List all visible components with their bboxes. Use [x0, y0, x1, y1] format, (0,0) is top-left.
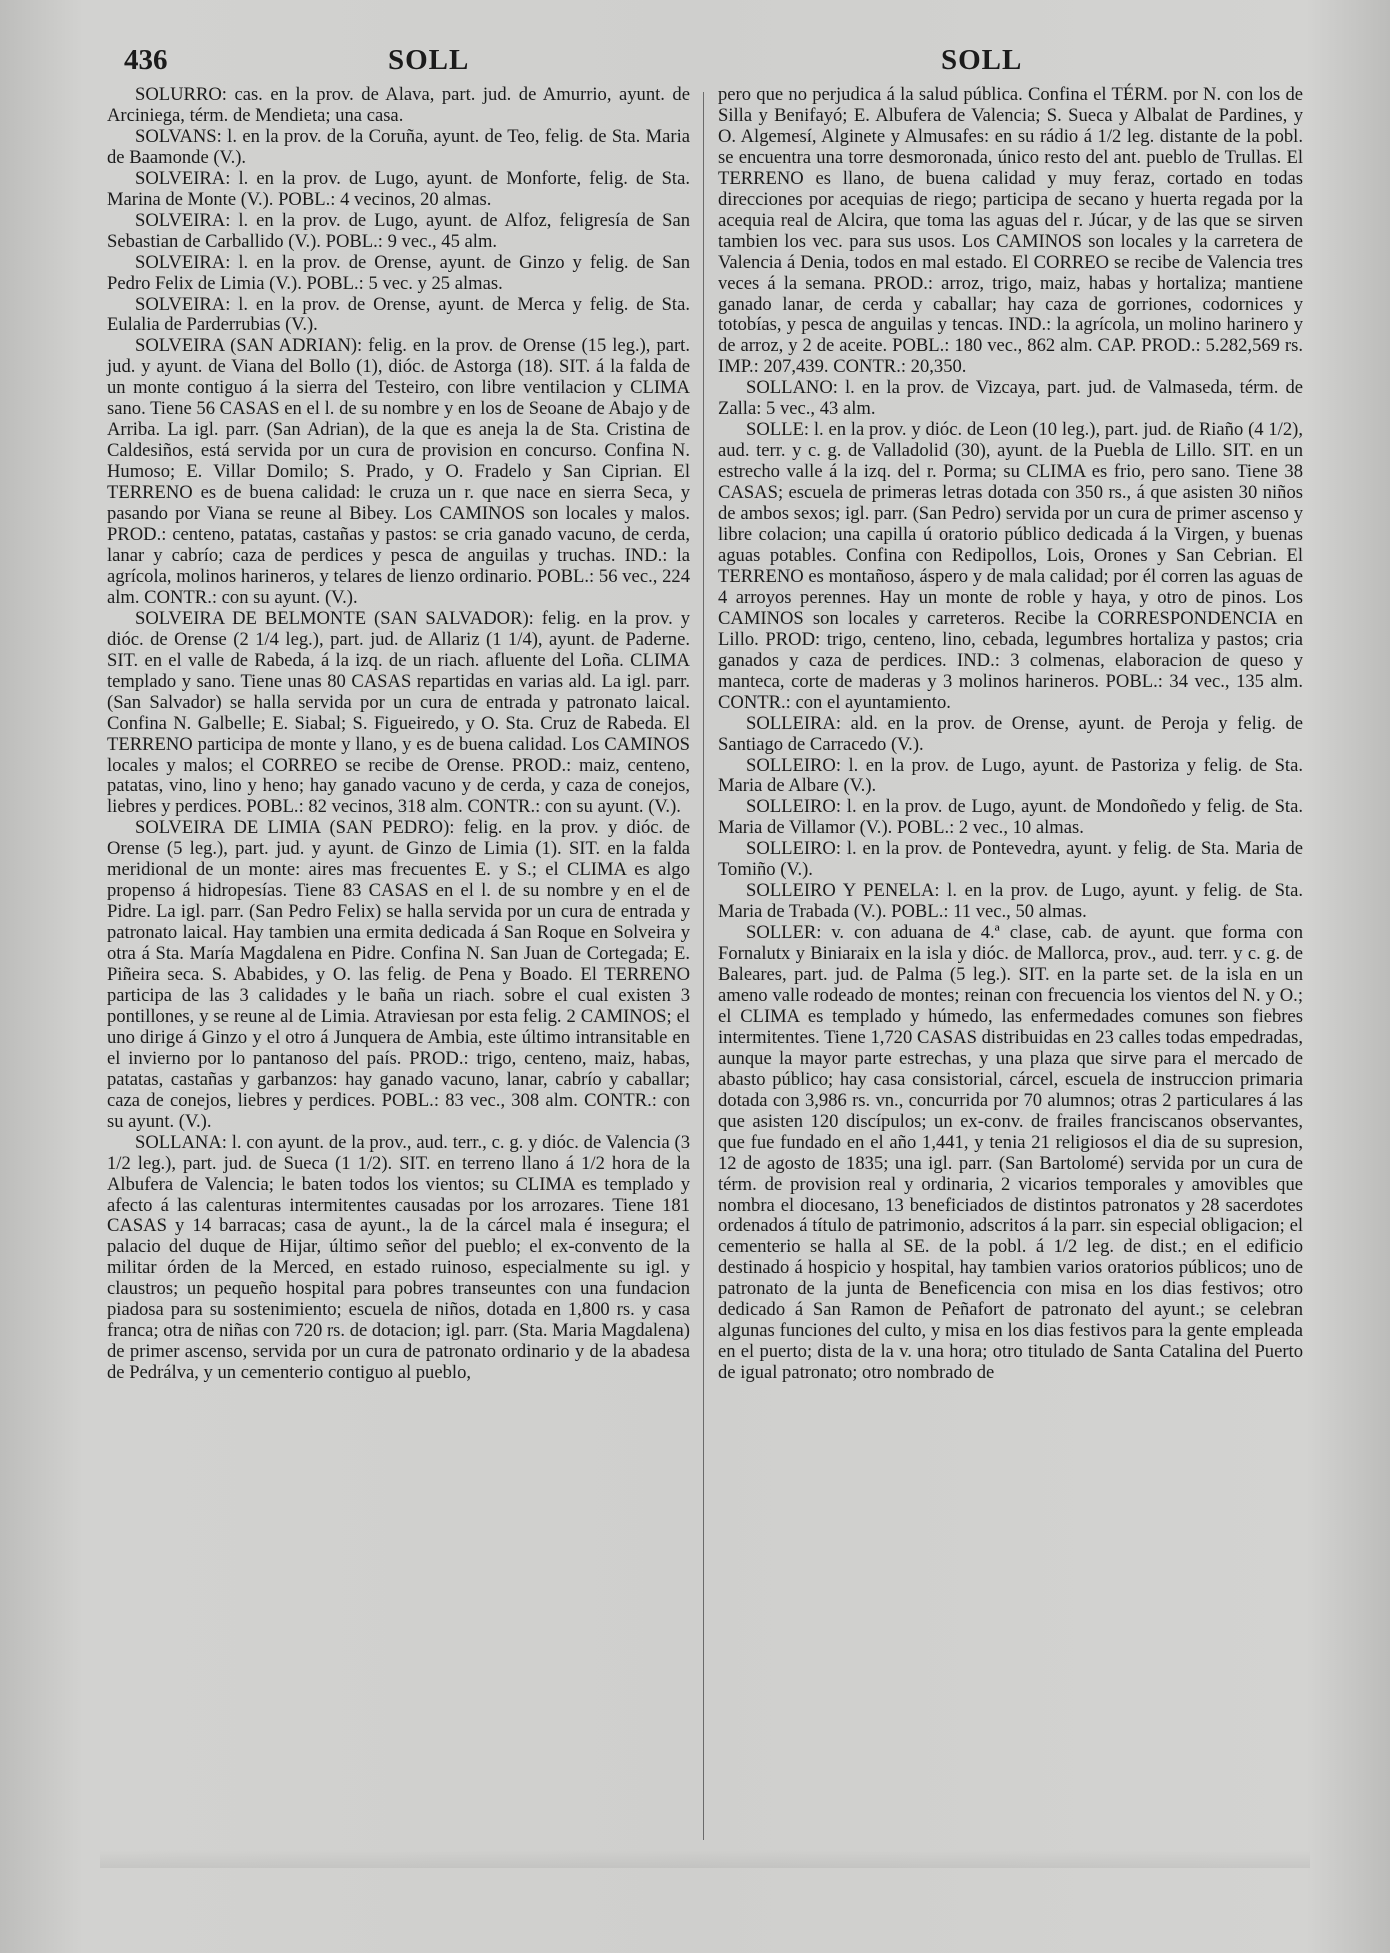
page-number: 436: [124, 44, 168, 76]
entry-solveira-san-adrian: SOLVEIRA (SAN ADRIAN): felig. en la prov. de Orense (15 leg.), part. jud. y ayunt. de Viana del Bollo (1), dióc. de Astorga (18). SIT. á la falda de un monte contiguo á la sierra del Testeiro, con libre ventilacion y CLIMA sano. Tiene 56 CASAS en el l. de su nombre y en los de Seoane de Abajo y de Arriba. La igl. parr. (San Adrian), de la que es aneja la de Sta. Cristina de Caldesiños, está servida por un cura de provision en concurso. Confina N. Humoso; E. Villar Domilo; S. Prado, y O. Fradelo y San Ciprian. El TERRENO es de buena calidad: le cruza un r. que nace en sierra Seca, y pasando por Viana se reune al Bibey. Los CAMINOS son locales y malos. PROD.: centeno, patatas, castañas y pastos: se cria ganado vacuno, de cerda, lanar y cabrío; caza de perdices y pesca de anguilas y truchas. IND.: la agrícola, molinos harineros, y telares de lienzo ordinario. POBL.: 56 vec., 224 alm. CONTR.: con su ayunt. (V.).: [107, 335, 690, 608]
entry-solvans: SOLVANS: l. en la prov. de la Coruña, ayunt. de Teo, felig. de Sta. Maria de Baamonde (V.).: [107, 125, 690, 168]
running-header: [0, 44, 1390, 80]
right-running-title: SOLL: [941, 44, 1023, 76]
right-column: [718, 85, 1303, 1384]
entry-solleira: SOLLEIRA: ald. en la prov. de Orense, ayunt. de Peroja y felig. de Santiago de Carracedo (V.).: [718, 712, 1303, 755]
entry-solveira-de-limia: SOLVEIRA DE LIMIA (SAN PEDRO): felig. en la prov. y dióc. de Orense (5 leg.), part. jud. y ayunt. de Ginzo de Limia (1). SIT. en la falda meridional de un monte: aires mas frecuentes E. y S.; el CLIMA es algo propenso á hidropesías. Tiene 83 CASAS en el l. de su nombre y en el de Pidre. La igl. parr. (San Pedro Felix) se halla servida por un cura de entrada y patronato laical. Hay tambien una ermita dedicada á San Roque en Solveira y otra á Sta. María Magdalena en Pidre. Confina N. San Juan de Cortegada; E. Piñeira seca. S. Ababides, y O. las felig. de Pena y Boado. El TERRENO participa de las 3 calidades y le baña un riach. sobre el cual existen 3 pontillones, y se reune al de Limia. Atraviesan por esta felig. 2 CAMINOS; el uno dirige á Ginzo y el otro á Junquera de Ambia, este último intransitable en el invierno por lo pantanoso del país. PROD.: trigo, centeno, maiz, habas, patatas, castañas y garbanzos: hay ganado vacuno, lanar, cabrío y caballar; caza de conejos, liebres y perdices. POBL.: 83 vec., 308 alm. CONTR.: con su ayunt. (V.).: [107, 817, 690, 1132]
entry-solveira-ginzo: SOLVEIRA: l. en la prov. de Orense, ayunt. de Ginzo y felig. de San Pedro Felix de Limia (V.). POBL.: 5 vec. y 25 almas.: [107, 251, 690, 294]
entry-soller: SOLLER: v. con aduana de 4.ª clase, cab. de ayunt. que forma con Fornalutx y Biniaraix en la isla y dióc. de Mallorca, prov., aud. terr. y c. g. de Baleares, part. jud. de Palma (5 leg.). SIT. en la parte set. de la isla en un ameno valle rodeado de montes; reinan con frecuencia los vientos del N. y O.; el CLIMA es templado y húmedo, las enfermedades comunes son fiebres intermitentes. Tiene 1,720 CASAS distribuidas en 23 calles todas empedradas, aunque la mayor parte estrechas, y una plaza que sirve para el mercado de abasto público; hay casa consistorial, cárcel, escuela de instruccion primaria dotada con 3,986 rs. vn., concurrida por 70 alumnos; otras 2 particulares á las que asisten 120 discípulos; un ex-conv. de frailes franciscanos observantes, que fue fundado en el año 1,441, y tenia 21 religiosos el dia de su supresion, 12 de agosto de 1835; una igl. parr. (San Bartolomé) servida por un cura de térm. de provision real y ordinaria, 2 vicarios temporales y amovibles que nombra el diocesano, 13 beneficiados de distintos patronatos y 28 sacerdotes ordenados á título de patrimonio, adscritos á la parr. sin especial obligacion; el cementerio se halla al SE. de la pobl. á 1/2 leg. de dist.; en el edificio destinado á hospicio y hospital, hay tambien varios oratorios públicos; uno de patronato de la junta de Beneficencia con misa en los dias festivos; otro dedicado á San Ramon de Peñafort de patronato del ayunt.; se celebran algunas funciones del culto, y misa en los dias festivos para la gente empleada en el puerto; dista de la v. una hora; otro titulado de Santa Catalina del Puerto de igual patronato; otro nombrado de: [718, 922, 1303, 1384]
entry-solveira-de-belmonte: SOLVEIRA DE BELMONTE (SAN SALVADOR): felig. en la prov. y dióc. de Orense (2 1/4 leg.), part. jud. de Allariz (1 1/4), ayunt. de Paderne. SIT. en el valle de Rabeda, á la izq. de un riach. afluente del Loña. CLIMA templado y sano. Tiene unas 80 CASAS repartidas en varias ald. La igl. parr. (San Salvador) se halla servida por un cura de entrada y patronato laical. Confina N. Galbelle; E. Siabal; S. Figueiredo, y O. Sta. Cruz de Rabeda. El TERRENO participa de monte y llano, y es de buena calidad. Los CAMINOS locales y malos; el CORREO se recibe de Orense. PROD.: maiz, centeno, patatas, vino, lino y heno; hay ganado vacuno y de cerda, y caza de conejos, liebres y perdices. POBL.: 82 vecinos, 318 alm. CONTR.: con su ayunt. (V.).: [107, 607, 690, 818]
page-bottom-shadow: [100, 1850, 1310, 1868]
entry-solleiro-pastoriza: SOLLEIRO: l. en la prov. de Lugo, ayunt. de Pastoriza y felig. de Sta. Maria de Albare (V.).: [718, 754, 1303, 797]
entry-solle: SOLLE: l. en la prov. y dióc. de Leon (10 leg.), part. jud. de Riaño (4 1/2), aud. terr. y c. g. de Valladolid (30), ayunt. de la Puebla de Lillo. SIT. en un estrecho valle á la izq. del r. Porma; su CLIMA es frio, pero sano. Tiene 38 CASAS; escuela de primeras letras dotada con 350 rs., á que asisten 30 niños de ambos sexos; igl. parr. (San Pedro) servida por un cura de primer ascenso y libre colacion; una capilla ú oratorio público dedicada á la Virgen, y buenas aguas potables. Confina con Redipollos, Lois, Orones y San Cebrian. El TERRENO es montañoso, áspero y de mala calidad; por él corren las aguas de 4 arroyos perennes. Hay un monte de roble y haya, y otro de pinos. Los CAMINOS son locales y carreteros. Recibe la CORRESPONDENCIA en Lillo. PROD: trigo, centeno, lino, cebada, legumbres hortaliza y pastos; cria ganados y caza de perdices. IND.: 3 colmenas, elaboracion de queso y manteca, corte de maderas y 3 molinos harineros. POBL.: 34 vec., 135 alm. CONTR.: con el ayuntamiento.: [718, 419, 1303, 713]
entry-solleiro-pontevedra: SOLLEIRO: l. en la prov. de Pontevedra, ayunt. y felig. de Sta. Maria de Tomiño (V.).: [718, 838, 1303, 881]
entry-sollana: SOLLANA: l. con ayunt. de la prov., aud. terr., c. g. y dióc. de Valencia (3 1/2 leg.), part. jud. de Sueca (1 1/2). SIT. en terreno llano á 1/2 hora de la Albufera de Valencia; le baten todos los vientos; su CLIMA es templado y afecto á las calenturas intermitentes causadas por los arrozares. Tiene 181 CASAS y 14 barracas; casa de ayunt., la de la cárcel mala é insegura; el palacio del duque de Hijar, último señor del pueblo; el ex-convento de la militar órden de la Merced, en estado ruinoso, especialmente su igl. y claustros; un pequeño hospital para pobres transeuntes con una fundacion piadosa para su sostenimiento; escuela de niños, dotada en 1,800 rs. y casa franca; otra de niñas con 720 rs. de dotacion; igl. parr. (Sta. Maria Magdalena) de primer ascenso, servida por un cura de patronato ordinario y de la abadesa de Pedrálva, y un cementerio contiguo al pueblo,: [107, 1131, 690, 1384]
entry-solleiro-y-penela: SOLLEIRO Y PENELA: l. en la prov. de Lugo, ayunt. y felig. de Sta. Maria de Trabada (V.). POBL.: 11 vec., 50 almas.: [718, 880, 1303, 923]
entry-solveira-alfoz: SOLVEIRA: l. en la prov. de Lugo, ayunt. de Alfoz, feligresía de San Sebastian de Carballido (V.). POBL.: 9 vec., 45 alm.: [107, 209, 690, 252]
left-column: [107, 85, 690, 1384]
entry-sollano: SOLLANO: l. en la prov. de Vizcaya, part. jud. de Valmaseda, térm. de Zalla: 5 vec., 43 alm.: [718, 377, 1303, 420]
entry-solleiro-mondonedo: SOLLEIRO: l. en la prov. de Lugo, ayunt. de Mondoñedo y felig. de Sta. Maria de Villamor (V.). POBL.: 2 vec., 10 almas.: [718, 796, 1303, 839]
column-divider: [703, 92, 704, 1840]
entry-sollana-continued: pero que no perjudica á la salud pública. Confina el TÉRM. por N. con los de Silla y Benifayó; E. Albufera de Valencia; S. Sueca y Albalat de Pardines, y O. Algemesí, Alginete y Almusafes: en su rádio á 1/2 leg. distante de la pobl. se encuentra una torre desmoronada, único resto del ant. pueblo de Trullas. El TERRENO es llano, de buena calidad y muy feraz, cortado en todas direcciones por acequias de riego; participa de secano y huerta regada por la acequia real de Alcira, que toma las aguas del r. Júcar, y de las que se sirven tambien los vec. para sus usos. Los CAMINOS son locales y la carretera de Valencia á Denia, todos en mal estado. El CORREO se recibe de Valencia tres veces á la semana. PROD.: arroz, trigo, maiz, habas y hortaliza; mantiene ganado lanar, de cerda y caballar; hay caza de gorriones, codornices y totobías, y pesca de anguilas y tencas. IND.: la agrícola, un molino harinero y de arroz, y 2 de aceite. POBL.: 180 vec., 862 alm. CAP. PROD.: 5.282,569 rs. IMP.: 207,439. CONTR.: 20,350.: [718, 84, 1303, 378]
entry-solveira-merca: SOLVEIRA: l. en la prov. de Orense, ayunt. de Merca y felig. de Sta. Eulalia de Parderrubias (V.).: [107, 293, 690, 336]
left-running-title: SOLL: [388, 44, 470, 76]
entry-solurro: SOLURRO: cas. en la prov. de Alava, part. jud. de Amurrio, ayunt. de Arciniega, térm. de Mendieta; una casa.: [107, 84, 690, 126]
entry-solveira-monforte: SOLVEIRA: l. en la prov. de Lugo, ayunt. de Monforte, felig. de Sta. Marina de Monte (V.). POBL.: 4 vecinos, 20 almas.: [107, 167, 690, 210]
